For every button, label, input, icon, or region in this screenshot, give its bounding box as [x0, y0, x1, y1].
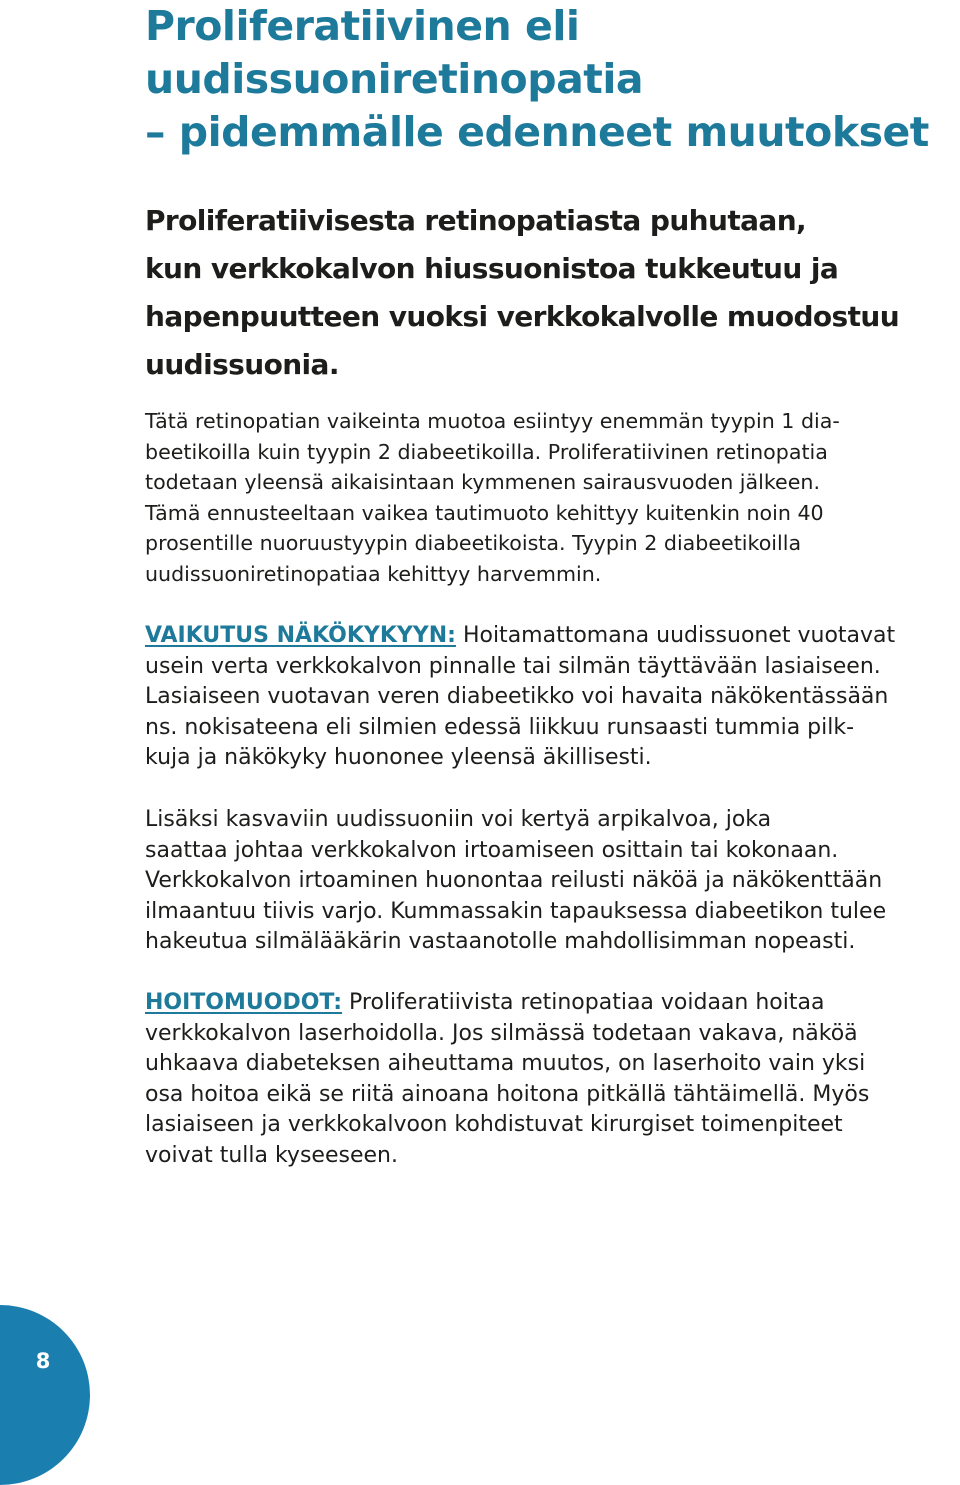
title-line: Proliferatiivinen eli [145, 2, 580, 50]
paragraph-line: hakeutua silmälääkärin vastaanotolle mahdollisimman nopeasti. [145, 929, 856, 955]
page-number: 8 [35, 1349, 51, 1373]
paragraph-line: todetaan yleensä aikaisintaan kymmenen sairausvuoden jälkeen. [145, 470, 820, 495]
paragraph-line: kuja ja näkökyky huononee yleensä äkillisesti. [145, 745, 652, 771]
paragraph-line: Verkkokalvon irtoaminen huonontaa reilusti näköä ja näkökenttään [145, 868, 883, 894]
paragraph-line: Lasiaiseen vuotavan veren diabeetikko voi havaita näkökentässään [145, 684, 889, 710]
paragraph-line: uhkaava diabeteksen aiheuttama muutos, on laserhoito vain yksi [145, 1051, 866, 1077]
paragraph-text: Proliferatiivista retinopatiaa voidaan hoitaa [342, 990, 825, 1015]
paragraph-line: ns. nokisateena eli silmien edessä liikkuu runsaasti tummia pilk- [145, 714, 855, 740]
paragraph-line: Tätä retinopatian vaikeinta muotoa esiintyy enemmän tyypin 1 dia- [145, 409, 840, 433]
paragraph-line [145, 988, 960, 1019]
paragraph-line: ilmaantuu tiivis varjo. Kummassakin tapauksessa diabeetikon tulee [145, 898, 887, 924]
page-number-badge [0, 1305, 90, 1485]
paragraph-text: Hoitamattomana uudissuonet vuotavat [455, 623, 896, 648]
section-label-vision: VAIKUTUS NÄKÖKYKYYN: [145, 623, 456, 648]
paragraph-line: usein verta verkkokalvon pinnalle tai silmän täyttävään lasiaiseen. [145, 653, 881, 679]
paragraph-line: saattaa johtaa verkkokalvon irtoamiseen osittain tai kokonaan. [145, 837, 839, 863]
paragraph-scarring [145, 805, 960, 958]
paragraph-line: lasiaiseen ja verkkokalvoon kohdistuvat kirurgiset toimenpiteet [145, 1112, 843, 1138]
title-line: uudissuoniretinopatia [145, 55, 644, 103]
lead-line: Proliferatiivisesta retinopatiasta puhutaan, [145, 204, 807, 237]
paragraph-vision-effect [145, 621, 960, 774]
paragraph-line: uudissuoniretinopatiaa kehittyy harvemmin. [145, 561, 602, 586]
paragraph-line: Lisäksi kasvaviin uudissuoniin voi kertyä arpikalvoa, joka [145, 807, 772, 832]
paragraph-treatments [145, 988, 960, 1172]
paragraph-line: Tämä ennusteeltaan vaikea tautimuoto kehittyy kuitenkin noin 40 [145, 500, 824, 525]
paragraph-line: prosentille nuoruustyypin diabeetikoista. Tyypin 2 diabeetikoilla [145, 531, 802, 556]
section-label-treatments: HOITOMUODOT: [145, 990, 343, 1015]
lead-line: hapenpuutteen vuoksi verkkokalvolle muodostuu [145, 300, 900, 333]
lead-line: uudissuonia. [145, 348, 339, 381]
page-title [145, 0, 960, 159]
paragraph-prevalence [145, 406, 960, 590]
lead-paragraph [145, 197, 945, 389]
title-line: – pidemmälle edenneet muutokset [145, 108, 929, 156]
lead-line: kun verkkokalvon hiussuonistoa tukkeutuu ja [145, 252, 839, 285]
paragraph-line: voivat tulla kyseeseen. [145, 1142, 398, 1168]
paragraph-line: osa hoitoa eikä se riitä ainoana hoitona pitkällä tähtäimellä. Myös [145, 1081, 870, 1107]
paragraph-line: verkkokalvon laserhoidolla. Jos silmässä todetaan vakava, näköä [145, 1020, 858, 1046]
paragraph-line [145, 621, 960, 652]
paragraph-line: beetikoilla kuin tyypin 2 diabeetikoilla. Proliferatiivinen retinopatia [145, 439, 828, 464]
